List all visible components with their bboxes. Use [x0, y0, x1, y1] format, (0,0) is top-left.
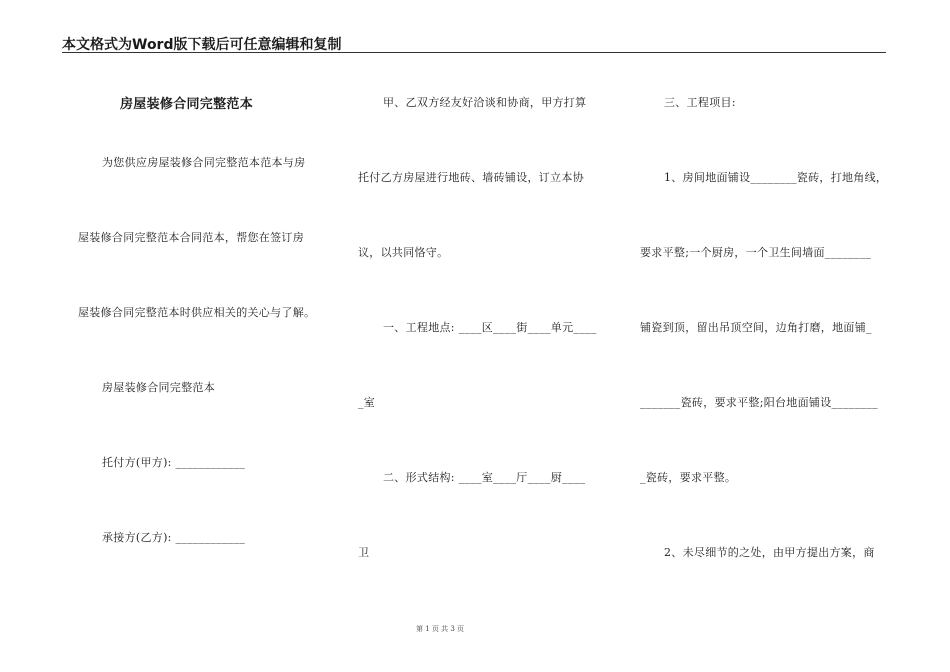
- text-line: 2、未尽细节的之处，由甲方提出方案，商: [664, 546, 875, 559]
- text-line: 为您供应房屋装修合同完整范本范本与房: [102, 156, 306, 169]
- text-line: 铺瓷到顶，留出吊顶空间，边角打磨，地面铺_: [640, 321, 872, 334]
- text-line: 议，以共同恪守。: [358, 246, 449, 259]
- client-field: 托付方(甲方): ____________: [102, 456, 246, 469]
- text-line: 要求平整;一个厨房，一个卫生间墙面________: [640, 246, 872, 259]
- text-line: 甲、乙双方经友好洽谈和协商，甲方打算: [383, 96, 587, 109]
- page-number: 第 1 页 共 3 页: [415, 625, 465, 633]
- text-line: _瓷砖，要求平整。: [640, 471, 737, 484]
- text-line: 托付乙方房屋进行地砖、墙砖铺设，订立本协: [358, 171, 584, 184]
- text-line: 二、形式结构: ____室____厅____厨____: [383, 471, 586, 484]
- text-line: 房屋装修合同完整范本: [102, 381, 215, 394]
- document-title: 房屋装修合同完整范本: [120, 97, 254, 112]
- text-line: 1、房间地面铺设________瓷砖，打地角线，: [664, 171, 888, 184]
- text-line: 三、工程项目:: [664, 96, 736, 109]
- text-line: 一、工程地点: ____区____街____单元____: [383, 321, 597, 334]
- text-line: 屋装修合同完整范本时供应相关的关心与了解。: [78, 306, 316, 319]
- text-line: _______瓷砖，要求平整;阳台地面铺设________: [640, 396, 878, 409]
- header-rule: [62, 52, 886, 53]
- contractor-field: 承接方(乙方): ____________: [102, 531, 246, 544]
- text-line: 屋装修合同完整范本合同范本，帮您在签订房: [78, 231, 304, 244]
- document-header: 本文格式为Word版下载后可任意编辑和复制: [62, 37, 342, 53]
- text-line: 卫: [358, 546, 370, 559]
- text-line: _室: [358, 396, 376, 409]
